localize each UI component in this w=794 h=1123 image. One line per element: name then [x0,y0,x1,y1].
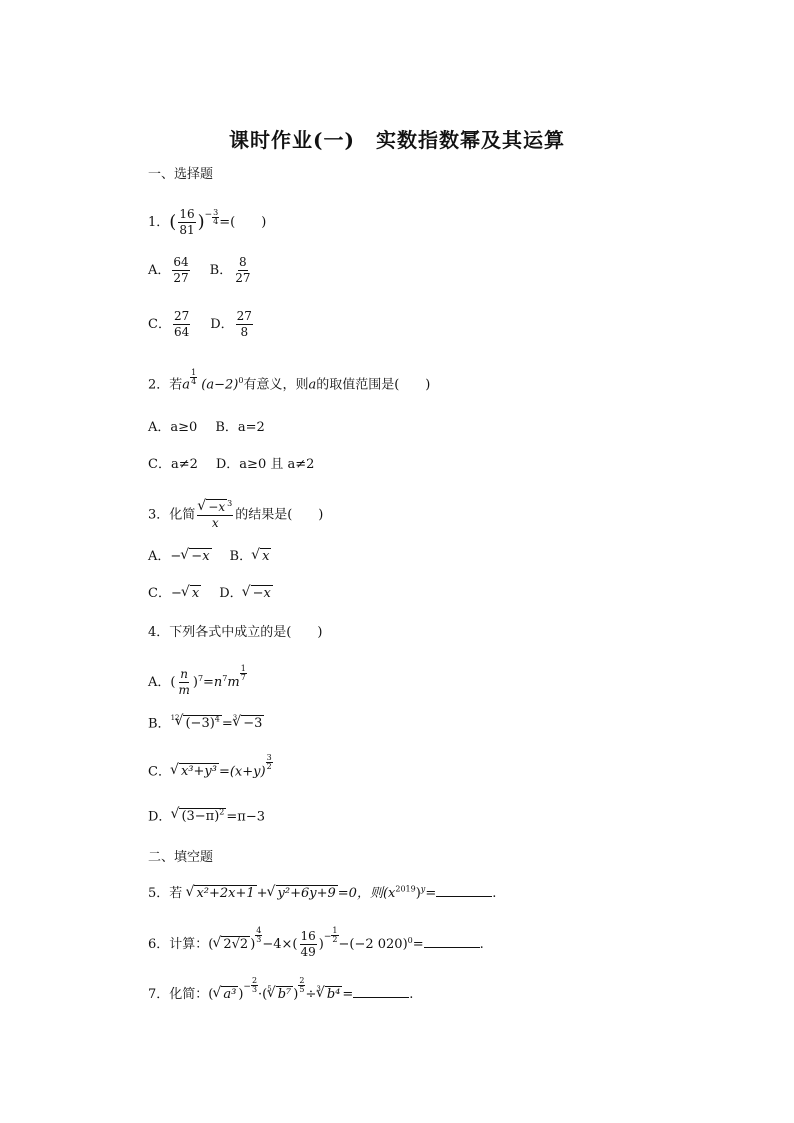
option-c-label: C． [148,317,171,333]
exponent-sign: − [204,210,213,221]
question-4: 4．下列各式中成立的是( ) [148,625,323,640]
question-number: 5． [148,886,170,901]
question-5: 5．若 √ x²+2x+1 +√ y²+6y+9 =0，则$(x^{2019})^y=$ . [148,885,496,900]
question-number: 7． [148,987,170,1002]
exponent-fraction: $\frac{1}{4}$ [191,368,197,386]
question-1 [148,208,266,237]
question-2: 2．若a $\frac{1}{4}$ $(a-2)^0$有意义，则a的取值范围是( ) [148,368,431,393]
radical: √ a³ [213,988,238,1001]
q2-options-ab [148,421,265,434]
option-d-label: D． [219,586,243,601]
radical: √ y²+6y+9 [268,887,338,900]
option-c-label: C． [148,764,171,780]
question-6: 6．计算：(√ 2√2 ) $\frac{4}{3}$ −4×( $\frac{16}{49}$ )− $\frac{1}{2}$ −(−2 020)$^0$= . [148,930,484,959]
option-d-label: D． [210,317,234,333]
option-b-fraction: $\frac{8}{27}$ [235,255,251,286]
option-a-fraction: $\frac{64}{27}$ [173,255,189,286]
question-number: 2． [148,377,170,393]
option-a-label: A． [148,263,171,279]
radical: √ −x [181,550,211,563]
section-choice: 一、选择题 [148,167,214,182]
answer-paren: =( ) [219,215,267,231]
q4-option-d: D．√ $(3-\pi)^2 =\pi-3$ [148,809,265,823]
q3-options-ab: A．−√ −x B．√ x [148,550,271,563]
q4-option-c: C．√ x³+y³ =(x+y) $\frac{3}{2}$ [148,764,273,781]
radical: √ b⁷ [268,988,294,1001]
q1-options-ab [148,256,254,285]
fraction: $\frac{16}{49}$ [300,929,316,960]
option-b-label: B． [229,549,253,564]
option-d-fraction: $\frac{27}{8}$ [236,309,252,340]
section-fill: 二、填空题 [148,850,214,865]
option-a-label: A． [148,549,171,564]
option-b-label: B． [148,716,171,732]
question-number: 4． [148,625,170,640]
option-d: D．a≥0 且 a≠2 [215,457,315,472]
radical: √ −x [198,501,227,514]
page-title: 课时作业(一) 实数指数幂及其运算 [229,128,565,152]
question-3: 3．化简 √ $\frac{-x ^3}{x}$ 的结果是( ) [148,500,323,530]
exponent-fraction: $\frac{4}{3}$ [256,925,262,944]
option-c: C．a≠2 [148,457,198,472]
radical: √ b⁴ [317,988,343,1001]
radical: √ x²+2x+1 [186,887,256,900]
exponent-fraction: $\frac{3}{2}$ [266,753,272,771]
question-number: 1． [148,215,170,231]
radical: √ −3 [233,717,264,730]
answer-blank[interactable] [436,885,492,897]
radical: √ x [252,550,271,563]
question-number: 6． [148,937,170,953]
radical: √ −x [243,587,273,600]
option-a-label: A． [148,675,171,691]
exponent-fraction: $\frac{1}{2}$ [332,925,338,944]
option-c-fraction: $\frac{27}{64}$ [173,309,190,340]
q4-option-b: B．$^{12}$√ $(-3)^4 =^3√ -3$ [148,716,264,730]
radical: √ $(-3)^4$ [175,716,221,730]
exponent-fraction: $\frac{1}{7}$ [240,663,246,682]
option-d-label: D． [148,809,172,825]
q4-option-a: A．( $\frac{n}{m}$ )$^7=n^7m$ $\frac{1}{7}$ [148,663,246,698]
right-paren: ) [197,211,205,233]
question-7: 7．化简：(√ a³ )− $\frac{2}{3}$ ·($^5$√ b⁷ ) $\frac{2}{5}$ ÷$^3$√ b⁴ = . [148,986,413,1004]
exponent-fraction: $\frac{3}{4}$ [213,207,219,226]
question-number: 3． [148,507,170,523]
answer-blank[interactable] [424,936,480,948]
radical: √ x [182,587,201,600]
q2-options-cd [148,458,314,471]
q1-options-cd [148,310,255,339]
option-a-fraction: $\frac{n}{m}$ [178,667,190,698]
option-b-label: B． [209,263,233,279]
exponent-fraction: $\frac{2}{3}$ [251,975,258,994]
left-paren: ( [169,211,177,233]
q3-options-cd: C．−√ x D．√ −x [148,587,273,600]
option-c-label: C． [148,586,171,601]
radical: √ x³+y³ [171,765,219,778]
option-b: B．a=2 [215,420,265,435]
radical: √ $(3-\pi)^2$ [171,809,226,823]
radical: √ 2√2 [213,938,250,951]
expression-fraction: √ $\frac{-x ^3}{x}$ [197,500,233,530]
answer-blank[interactable] [353,986,409,998]
base-fraction: $\frac{16}{81}$ [179,207,195,238]
exponent-fraction: $\frac{2}{5}$ [299,975,305,994]
option-a: A．a≥0 [148,420,198,435]
